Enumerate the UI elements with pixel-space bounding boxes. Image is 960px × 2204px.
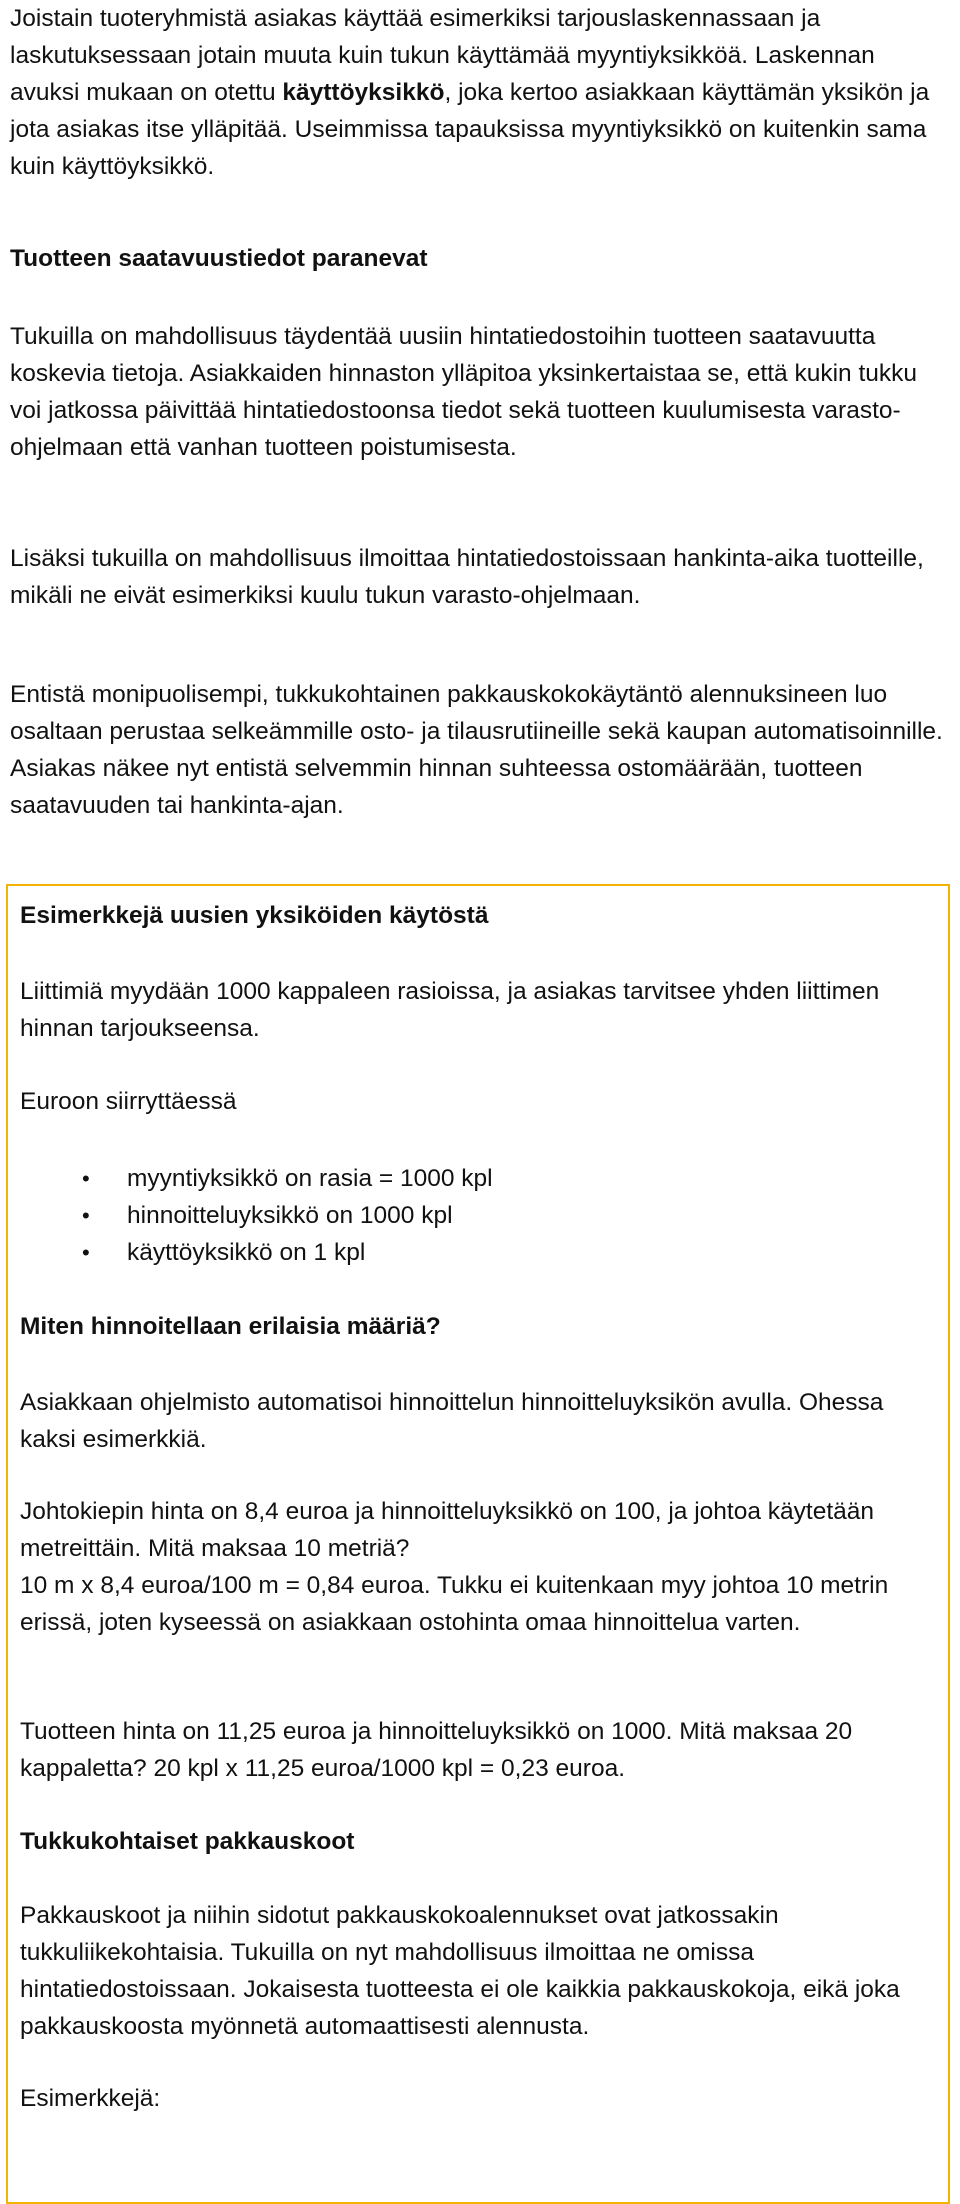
product-example: Tuotteen hinta on 11,25 euroa ja hinnoitteluyksikkö on 1000. Mitä maksaa 20 kappaletta? 20 kpl x 11,25 euroa/1000 kpl = 0,23 euroa. (20, 1718, 853, 1782)
list-item (20, 1234, 920, 1271)
intro-text-a: Joistain tuoteryhmistä asiakas käyttää esimerkiksi tarjouslaskennassaan ja laskutuksessaan jotain muuta kuin tukun käyttämää myyntiyksikköä. Laskennan avuksi mukaan on otettu (10, 5, 875, 106)
availability-paragraph-1: Tukuilla on mahdollisuus täydentää uusiin hintatiedostoihin tuotteen saatavuutta koskevia tietoja. Asiakkaiden hinnaston ylläpitoa yksinkertaistaa se, että kukin tukku voi jatkossa päivittää hintatiedostoonsa tiedot sekä tuotteen kuulumisesta varasto-ohjelmaan että vanhan tuotteen poistumisesta. (10, 323, 918, 461)
package-sizes-heading: Tukkukohtaiset pakkauskoot (20, 1828, 355, 1855)
euro-transition-label: Euroon siirryttäessä (20, 1088, 237, 1115)
intro-paragraph (10, 0, 950, 185)
availability-paragraph-2: Lisäksi tukuilla on mahdollisuus ilmoittaa hintatiedostoissaan hankinta-aika tuotteille, mikäli ne eivät esimerkiksi kuulu tukun varasto-ohjelmaan. (10, 545, 924, 609)
bullet-text: käyttöyksikkö on 1 kpl (127, 1239, 366, 1266)
examples-label: Esimerkkejä: (20, 2085, 161, 2112)
examples-heading: Esimerkkejä uusien yksiköiden käytöstä (20, 902, 489, 929)
list-item (20, 1160, 920, 1197)
bullet-icon: • (82, 1240, 90, 1265)
bullet-icon: • (82, 1203, 90, 1228)
intro-bold-term: käyttöyksikkö (282, 79, 445, 106)
examples-paragraph-1: Liittimiä myydään 1000 kappaleen rasioissa, ja asiakas tarvitsee yhden liittimen hinnan tarjoukseensa. (20, 978, 880, 1042)
section-heading-availability: Tuotteen saatavuustiedot paranevat (10, 245, 428, 272)
package-sizes-paragraph: Pakkauskoot ja niihin sidotut pakkauskokoalennukset ovat jatkossakin tukkuliikekohtaisia. Tukuilla on nyt mahdollisuus ilmoittaa ne omissa hintatiedostoissaan. Jokaisesta tuotteesta ei ole kaikkia pakkauskokoja, eikä joka pakkauskoosta myönnetä automaattisesti alennusta. (20, 1902, 900, 2040)
intro-text-b: , joka kertoo asiakkaan käyttämän yksikön ja jota asiakas itse ylläpitää. Useimmissa tapauksissa myyntiyksikkö on kuitenkin sama kuin käyttöyksikkö. (10, 79, 930, 180)
unit-bullet-list (20, 1160, 920, 1271)
cable-example-answer: 10 m x 8,4 euroa/100 m = 0,84 euroa. Tukku ei kuitenkaan myy johtoa 10 metrin erissä, joten kyseessä on asiakkaan ostohinta omaa hinnoittelua varten. (20, 1572, 889, 1636)
bullet-icon: • (82, 1166, 90, 1191)
cable-example-question: Johtokiepin hinta on 8,4 euroa ja hinnoitteluyksikkö on 100, ja johtoa käytetään metreittäin. Mitä maksaa 10 metriä? (20, 1498, 875, 1562)
bullet-text: hinnoitteluyksikkö on 1000 kpl (127, 1202, 453, 1229)
list-item (20, 1197, 920, 1234)
bullet-text: myyntiyksikkö on rasia = 1000 kpl (127, 1165, 493, 1192)
pricing-quantities-heading: Miten hinnoitellaan erilaisia määriä? (20, 1313, 441, 1340)
pricing-paragraph: Asiakkaan ohjelmisto automatisoi hinnoittelun hinnoitteluyksikön avulla. Ohessa kaksi esimerkkiä. (20, 1389, 884, 1453)
availability-paragraph-3: Entistä monipuolisempi, tukkukohtainen pakkauskokokäytäntö alennuksineen luo osaltaan perustaa selkeämmille osto- ja tilausrutiineille sekä kaupan automatisoinnille. Asiakas näkee nyt entistä selvemmin hinnan suhteessa ostomäärään, tuotteen saatavuuden tai hankinta-ajan. (10, 681, 943, 819)
